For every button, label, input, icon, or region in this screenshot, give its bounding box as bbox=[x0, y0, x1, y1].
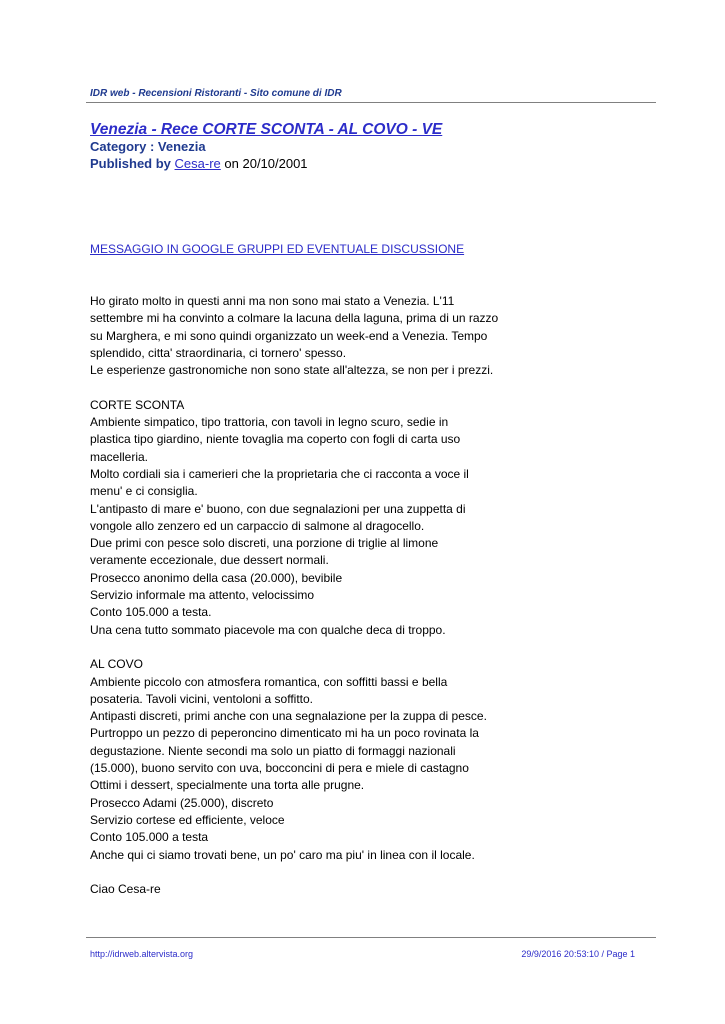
header-divider bbox=[86, 102, 656, 103]
text-line: menu' e ci consiglia. bbox=[90, 484, 198, 499]
intro-paragraph bbox=[90, 293, 650, 379]
paragraph-spacer bbox=[90, 639, 650, 656]
published-prefix: Published by bbox=[90, 156, 171, 171]
signoff: Ciao Cesa-re bbox=[90, 882, 161, 897]
footer-divider bbox=[86, 937, 656, 938]
text-line: Prosecco Adami (25.000), discreto bbox=[90, 795, 274, 810]
text-line: Due primi con pesce solo discreti, una porzione di triglie al limone bbox=[90, 536, 439, 551]
text-line: plastica tipo giardino, niente tovaglia ma coperto con fogli di carta uso bbox=[90, 432, 461, 447]
text-line: (15.000), buono servito con uva, bocconcini di pera e miele di castagno bbox=[90, 761, 469, 776]
published-date: on 20/10/2001 bbox=[224, 156, 308, 171]
text-line: Ho girato molto in questi anni ma non sono mai stato a Venezia. L'11 bbox=[90, 294, 455, 308]
article-title-link[interactable]: Venezia - Rece CORTE SCONTA - AL COVO - VE bbox=[90, 121, 443, 138]
text-line: posateria. Tavoli vicini, ventoloni a soffitto. bbox=[90, 691, 314, 706]
text-line: Antipasti discreti, primi anche con una segnalazione per la zuppa di pesce. bbox=[90, 709, 487, 724]
al-covo-review bbox=[90, 656, 650, 864]
review-heading: AL COVO bbox=[90, 657, 143, 672]
text-line: Purtroppo un pezzo di peperoncino dimenticato mi ha un poco rovinata la bbox=[90, 726, 479, 741]
author-link[interactable]: Cesa-re bbox=[174, 156, 221, 171]
corte-sconta-review bbox=[90, 397, 650, 639]
text-line: degustazione. Niente secondi ma solo un piatto di formaggi nazionali bbox=[90, 743, 456, 758]
text-line: Ottimi i dessert, specialmente una torta alle prugne. bbox=[90, 778, 365, 793]
text-line: veramente eccezionale, due dessert normali. bbox=[90, 553, 329, 568]
text-line: su Marghera, e mi sono quindi organizzato un week-end a Venezia. Tempo bbox=[90, 328, 488, 343]
text-line: Una cena tutto sommato piacevole ma con qualche deca di troppo. bbox=[90, 622, 446, 637]
footer-timestamp-page: 29/9/2016 20:53:10 / Page 1 bbox=[521, 949, 635, 959]
text-line: Conto 105.000 a testa bbox=[90, 830, 209, 845]
paragraph-spacer bbox=[90, 379, 650, 396]
signoff-paragraph bbox=[90, 881, 650, 898]
site-title: IDR web - Recensioni Ristoranti - Sito comune di IDR bbox=[90, 88, 342, 99]
category-label: Category : Venezia bbox=[90, 139, 206, 154]
text-line: Ambiente simpatico, tipo trattoria, con tavoli in legno scuro, sedie in bbox=[90, 415, 449, 430]
text-line: Conto 105.000 a testa. bbox=[90, 605, 212, 620]
text-line: vongole allo zenzero ed un carpaccio di salmone al dragocello. bbox=[90, 518, 425, 533]
published-line bbox=[90, 156, 308, 171]
discussion-link[interactable]: MESSAGGIO IN GOOGLE GRUPPI ED EVENTUALE DISCUSSIONE bbox=[90, 242, 465, 256]
text-line: Servizio cortese ed efficiente, veloce bbox=[90, 812, 285, 827]
text-line: Servizio informale ma attento, velocissimo bbox=[90, 588, 315, 603]
text-line: L'antipasto di mare e' buono, con due segnalazioni per una zuppetta di bbox=[90, 501, 466, 516]
footer-site-link[interactable]: http://idrweb.altervista.org bbox=[90, 949, 194, 959]
text-line: settembre mi ha convinto a colmare la lacuna della laguna, prima di un razzo bbox=[90, 311, 499, 326]
text-line: Anche qui ci siamo trovati bene, un po' caro ma piu' in linea con il locale. bbox=[90, 847, 475, 862]
text-line: splendido, citta' straordinaria, ci tornero' spesso. bbox=[90, 345, 347, 360]
review-heading: CORTE SCONTA bbox=[90, 397, 185, 412]
paragraph-spacer bbox=[90, 864, 650, 881]
text-line: Le esperienze gastronomiche non sono state all'altezza, se non per i prezzi. bbox=[90, 363, 494, 378]
article-body bbox=[90, 293, 650, 898]
text-line: macelleria. bbox=[90, 449, 149, 464]
text-line: Prosecco anonimo della casa (20.000), bevibile bbox=[90, 570, 343, 585]
text-line: Ambiente piccolo con atmosfera romantica, con soffitti bassi e bella bbox=[90, 674, 448, 689]
text-line: Molto cordiali sia i camerieri che la proprietaria che ci racconta a voce il bbox=[90, 466, 469, 481]
